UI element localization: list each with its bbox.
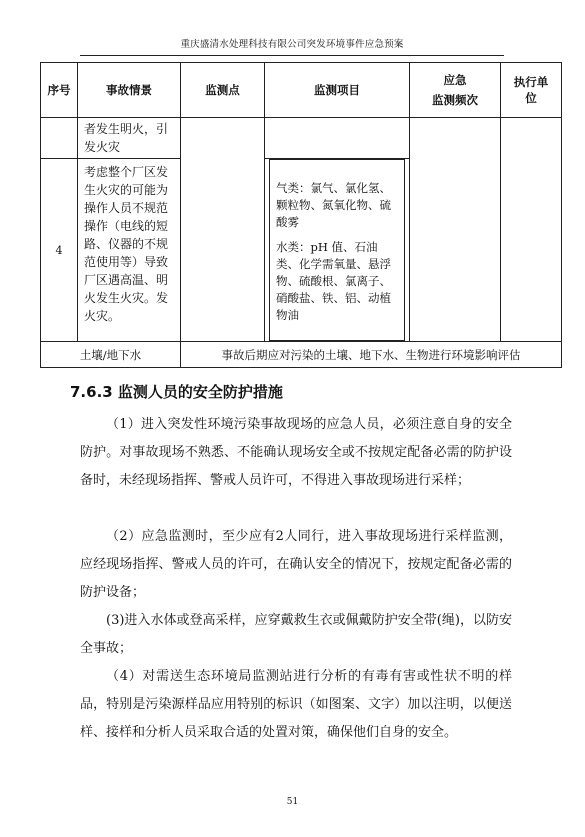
header-items: 监测项目 <box>265 63 410 118</box>
items-gas: 气类：氯气、氯化氢、颗粒物、氮氧化物、硫酸雾 <box>276 181 391 229</box>
section-title: 7.6.3 监测人员的安全防护措施 <box>70 383 283 401</box>
cell-scenario-cont: 者发生明火，引发火灾 <box>78 118 181 159</box>
cell-seq-4: 4 <box>41 159 78 342</box>
paragraph-3-text: (3)进入水体或登高采样，应穿戴救生衣或佩戴防护安全带(绳)，以防安全事故； <box>80 613 512 656</box>
cell-point-merged <box>181 118 265 342</box>
paragraph-3 <box>80 607 512 663</box>
paragraph-2-text: （2）应急监测时，至少应有2人同行，进入事故现场进行采样监测，应经现场指挥、警戒人员的许可，在确认安全的情况下，按规定配备必需的防护设备； <box>80 529 512 600</box>
header-unit-line2: 位 <box>525 91 537 105</box>
header-frequency-line1: 应急 <box>443 73 467 87</box>
cell-frequency-merged <box>410 118 501 342</box>
cell-items-4 <box>265 159 410 342</box>
header-unit <box>501 63 562 118</box>
header-point: 监测点 <box>181 63 265 118</box>
page-number: 51 <box>286 797 299 807</box>
header-divider <box>80 55 504 56</box>
items-box <box>269 159 405 341</box>
paragraph-1 <box>80 411 512 495</box>
cell-scenario-4: 考虑整个厂区发生火灾的可能为操作人员不规范操作（电线的短路、仪器的不规范使用等）导致厂区遇高温、明火发生火灾。发火灾。 <box>78 159 181 342</box>
table-row <box>41 118 562 159</box>
paragraph-4 <box>80 663 512 747</box>
cell-soil-text: 事故后期应对污染的土壤、地下水、生物进行环境影响评估 <box>181 342 562 368</box>
cell-items-cont <box>265 118 410 159</box>
header-frequency-line2: 监测频次 <box>432 93 478 107</box>
header-scenario: 事故情景 <box>78 63 181 118</box>
cell-unit-merged <box>501 118 562 342</box>
page-header: 重庆盛清水处理科技有限公司突发环境事件应急预案 <box>180 39 404 50</box>
items-water: 水类：pH 值、石油类、化学需氧量、悬浮物、硫酸根、氯离子、硝酸盐、铁、铝、动植物油 <box>276 240 391 322</box>
header-unit-line1: 执行单 <box>513 75 549 89</box>
paragraph-4-text: （4）对需送生态环境局监测站进行分析的有毒有害或性状不明的样品，特别是污染源样品应用特别的标识（如图案、文字）加以注明，以便送样、接样和分析人员采取合适的处置对策，确保他们自身的安全。 <box>80 669 512 740</box>
header-seq: 序号 <box>41 63 78 118</box>
header-frequency <box>410 63 501 118</box>
cell-soil-label: 土壤/地下水 <box>41 342 181 368</box>
paragraph-2 <box>80 523 512 607</box>
table-header-row <box>41 63 562 118</box>
cell-seq-cont <box>41 118 78 159</box>
monitoring-table <box>40 62 562 368</box>
paragraph-1-text: （1）进入突发性环境污染事故现场的应急人员，必须注意自身的安全防护。对事故现场不熟悉、不能确认现场安全或不按规定配备必需的防护设备时，未经现场指挥、警戒人员许可，不得进入事故现场进行采样； <box>80 417 512 488</box>
table-row-soil <box>41 342 562 368</box>
